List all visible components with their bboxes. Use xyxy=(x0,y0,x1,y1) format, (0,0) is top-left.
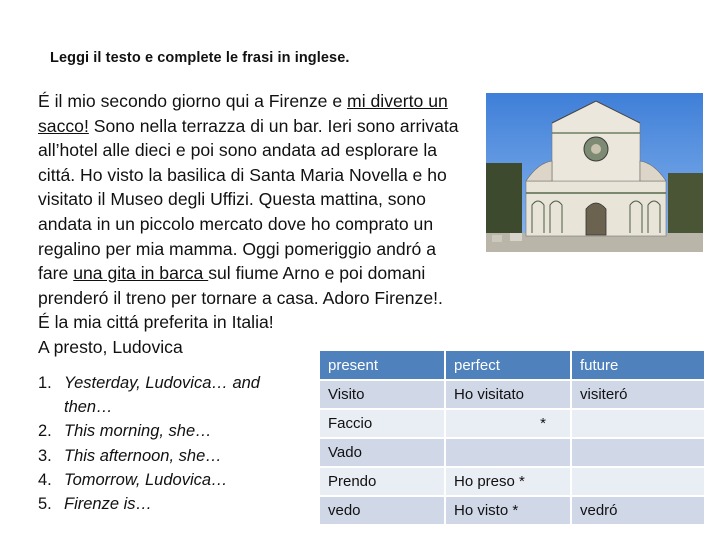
passage-line xyxy=(38,261,488,286)
table-row xyxy=(320,497,704,524)
underlined-phrase: sacco! xyxy=(38,115,89,136)
passage-line xyxy=(38,89,488,114)
table-cell: * xyxy=(446,410,570,437)
underlined-phrase: una gita in barca xyxy=(73,263,209,284)
passage-line xyxy=(38,114,488,139)
passage-line: all’hotel alle dieci e poi sono andata ad esplorare la xyxy=(38,140,438,161)
task-item xyxy=(38,492,308,516)
passage-text: Sono nella terrazza di un bar. Ieri sono arrivata xyxy=(88,115,459,136)
table-row xyxy=(320,468,704,495)
task-item xyxy=(38,371,308,419)
table-cell xyxy=(446,439,570,466)
task-number: 1. xyxy=(38,374,52,392)
passage-line: A presto, Ludovica xyxy=(38,336,183,357)
task-text: This afternoon, she… xyxy=(64,446,222,465)
table-cell: visiteró xyxy=(572,381,704,408)
reading-passage xyxy=(38,89,488,360)
table-cell: Vado xyxy=(320,439,444,466)
passage-line: cittá. Ho visto la basilica di Santa Maria Novella e ho xyxy=(38,164,447,185)
basilica-photo xyxy=(486,93,703,252)
passage-line: visitato il Museo degli Uffizi. Questa mattina, sono xyxy=(38,189,426,210)
table-header-row xyxy=(320,351,704,379)
task-item xyxy=(38,468,308,492)
task-list xyxy=(38,371,308,516)
task-item xyxy=(38,444,308,468)
task-text: This morning, she… xyxy=(64,422,212,441)
passage-line: andata in un piccolo mercato dove ho comprato un xyxy=(38,213,434,234)
underlined-phrase: mi diverto un xyxy=(347,91,448,111)
basilica-illustration xyxy=(486,93,703,252)
task-number: 2. xyxy=(38,422,52,441)
task-number: 3. xyxy=(38,446,52,465)
passage-line: regalino per mia mamma. Oggi pomeriggio andró a xyxy=(38,238,437,259)
table-cell: vedró xyxy=(572,497,704,524)
header-perfect: perfect xyxy=(446,351,570,379)
table-cell: Ho visto * xyxy=(446,497,570,524)
passage-text: sul fiume Arno e poi domani xyxy=(208,263,426,284)
table-cell: Prendo xyxy=(320,468,444,495)
table-cell xyxy=(572,468,704,495)
table-cell: Visito xyxy=(320,381,444,408)
task-number: 4. xyxy=(38,470,52,489)
table-cell xyxy=(572,439,704,466)
task-number: 5. xyxy=(38,495,52,514)
header-future: future xyxy=(572,351,704,379)
task-text: Yesterday, Ludovica… and then… xyxy=(64,374,260,417)
passage-line: É la mia cittá preferita in Italia! xyxy=(38,312,274,333)
table-cell: vedo xyxy=(320,497,444,524)
verb-table xyxy=(318,349,706,526)
table-cell: Ho visitato xyxy=(446,381,570,408)
instruction-heading: Leggi il testo e complete le frasi in inglese. xyxy=(50,50,350,66)
header-present: present xyxy=(320,351,444,379)
table-row xyxy=(320,410,704,437)
table-cell xyxy=(572,410,704,437)
task-text: Firenze is… xyxy=(64,495,153,514)
passage-text: fare xyxy=(38,263,74,284)
task-item xyxy=(38,419,308,443)
passage-text: É il mio secondo giorno qui a Firenze e xyxy=(38,91,348,111)
table-row xyxy=(320,381,704,408)
table-cell: Faccio xyxy=(320,410,444,437)
task-text: Tomorrow, Ludovica… xyxy=(64,470,228,489)
table-row xyxy=(320,439,704,466)
passage-line: prenderó il treno per tornare a casa. Adoro Firenze!. xyxy=(38,287,443,308)
table-cell: Ho preso * xyxy=(446,468,570,495)
